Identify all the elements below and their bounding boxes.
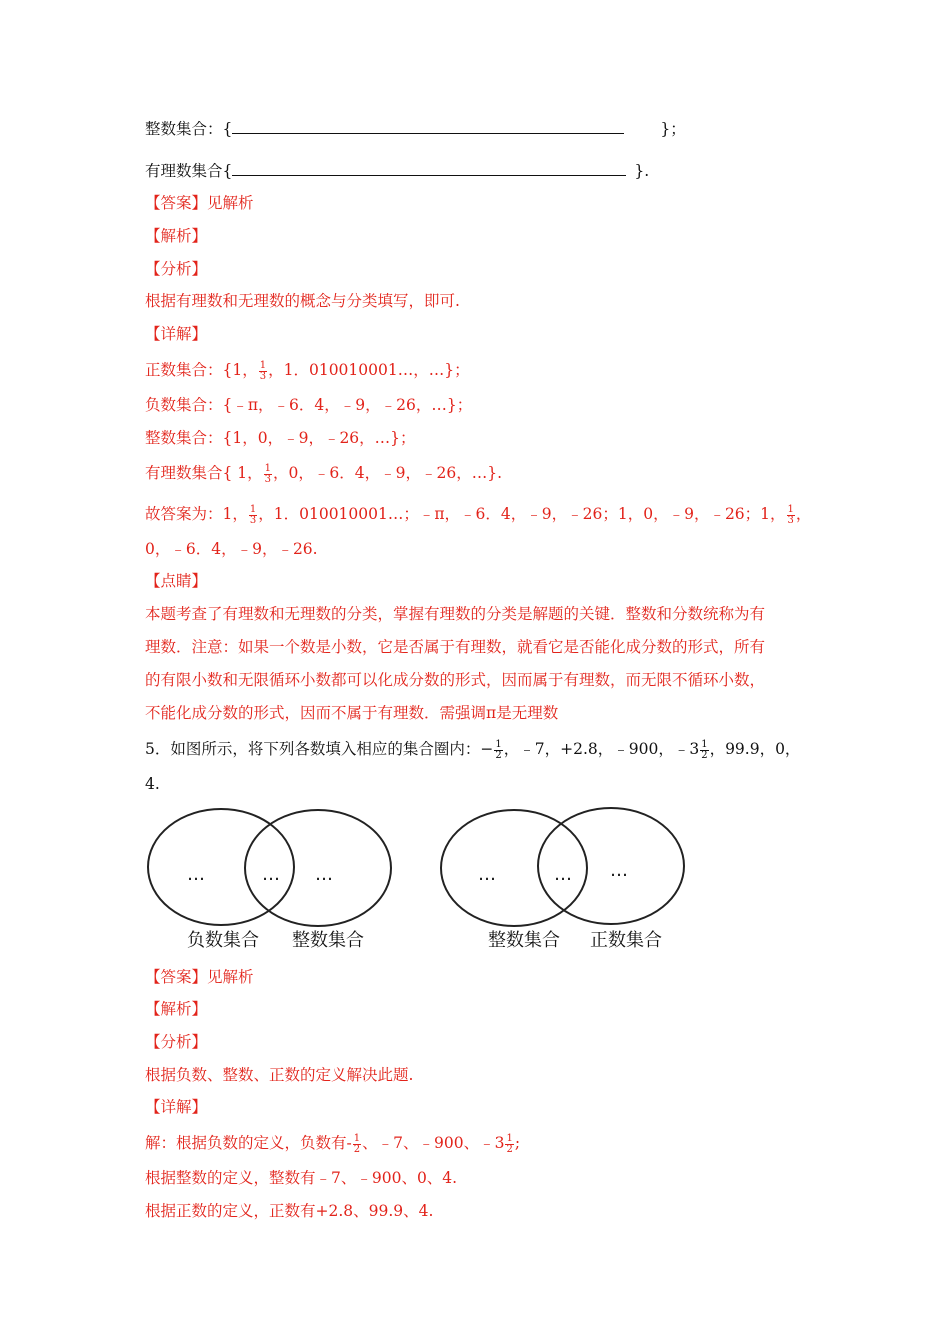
venn-label-integer: 整数集合: [488, 930, 560, 951]
answer-blank: [232, 161, 626, 176]
final-answer-line-2: 0，﹣6．4，﹣9，﹣26.: [145, 540, 318, 558]
fraction-one-third: [249, 505, 257, 526]
answer-heading-2: 【答案】见解析: [145, 968, 254, 986]
denominator: 3: [264, 473, 272, 485]
denominator: 3: [259, 370, 267, 382]
question-5-line-1: [145, 738, 800, 761]
fenxi-text-2: 根据负数、整数、正数的定义解决此题.: [145, 1066, 414, 1084]
solution-line-1: [145, 1132, 520, 1155]
numerator: 1: [264, 462, 272, 474]
answer-blank: [232, 119, 624, 134]
negative-set-line: 负数集合：{﹣π，﹣6．4，﹣9，﹣26，…}；: [145, 396, 473, 414]
numerator: 1: [701, 738, 708, 750]
text-segment: ，99.9，0，: [709, 740, 801, 758]
integer-set-answer: 整数集合：{1，0，﹣9，﹣26，…}；: [145, 429, 416, 447]
text-segment: 有理数集合{ 1，: [145, 464, 263, 482]
text-segment: ，﹣7，+2.8，﹣900，﹣3: [503, 740, 700, 758]
fraction-one-half: [353, 1134, 361, 1155]
analysis-heading: 【解析】: [145, 227, 208, 245]
numerator: 1: [259, 359, 267, 371]
fenxi-text: 根据有理数和无理数的概念与分类填写，即可.: [145, 292, 460, 310]
venn-dots: …: [554, 864, 572, 885]
text-segment: ;: [514, 1134, 521, 1152]
fraction-one-third: [264, 464, 272, 485]
text-segment: ，: [795, 505, 812, 523]
venn-diagrams: [0, 800, 950, 960]
comment-line-4: 不能化成分数的形式，因而不属于有理数．需强调π是无理数: [145, 704, 559, 722]
comment-line-2: 理数．注意：如果一个数是小数，它是否属于有理数，就看它是否能化成分数的形式，所有: [145, 638, 766, 656]
solution-line-2: 根据整数的定义，整数有﹣7、﹣900、0、4.: [145, 1169, 458, 1187]
text-segment: 、﹣7、﹣900、﹣3: [362, 1134, 505, 1152]
comment-line-3: 的有限小数和无限循环小数都可以化成分数的形式，因而属于有理数，而无限不循环小数，: [145, 671, 766, 689]
solution-line-3: 根据正数的定义，正数有+2.8、99.9、4.: [145, 1202, 434, 1220]
rational-set-line: [145, 160, 649, 182]
fraction-one-third: [259, 361, 267, 382]
rational-set-label: 有理数集合{: [145, 162, 233, 180]
numerator: 1: [249, 503, 257, 515]
venn-dots: …: [315, 864, 333, 885]
fenxi-heading: 【分析】: [145, 260, 208, 278]
set-close: }；: [660, 120, 686, 138]
comment-heading: 【点睛】: [145, 572, 208, 590]
denominator: 2: [506, 1143, 513, 1155]
fraction-one-half: [505, 1134, 513, 1155]
venn-dots: …: [187, 864, 205, 885]
text-segment: 故答案为：1，: [145, 505, 248, 523]
denominator: 2: [495, 749, 502, 761]
question-5-line-2: 4.: [145, 775, 160, 793]
fraction-one-half: [700, 740, 708, 761]
detail-heading-2: 【详解】: [145, 1098, 208, 1116]
numerator: 1: [506, 1132, 513, 1144]
denominator: 3: [249, 514, 257, 526]
numerator: 1: [495, 738, 502, 750]
integer-set-label: 整数集合：{: [145, 120, 233, 138]
denominator: 2: [353, 1143, 361, 1155]
rational-set-answer: [145, 462, 502, 485]
comment-line-1: 本题考查了有理数和无理数的分类，掌握有理数的分类是解题的关键．整数和分数统称为有: [145, 605, 766, 623]
venn-label-negative: 负数集合: [187, 930, 259, 951]
venn-dots: …: [610, 860, 628, 881]
analysis-heading-2: 【解析】: [145, 1000, 208, 1018]
set-close: }.: [634, 162, 650, 180]
answer-heading: 【答案】见解析: [145, 194, 254, 212]
fraction-one-half: [494, 740, 502, 761]
venn-dots: …: [262, 864, 280, 885]
detail-heading: 【详解】: [145, 325, 208, 343]
numerator: 1: [353, 1132, 361, 1144]
fenxi-heading-2: 【分析】: [145, 1033, 208, 1051]
text-segment: 正数集合：{1，: [145, 361, 258, 379]
final-answer-line-1: [145, 503, 811, 526]
denominator: 3: [787, 514, 794, 526]
text-segment: ，1．010010001…，…}；: [268, 361, 470, 379]
text-segment: ，0，﹣6．4，﹣9，﹣26，…}.: [273, 464, 502, 482]
venn-label-integer: 整数集合: [292, 930, 364, 951]
positive-set-line: [145, 359, 470, 382]
venn-dots: …: [478, 864, 496, 885]
integer-set-line: [145, 118, 686, 140]
denominator: 2: [701, 749, 708, 761]
fraction-one-third: [787, 505, 795, 526]
text-segment: 解：根据负数的定义，负数有-: [145, 1134, 352, 1152]
text-segment: 5．如图所示，将下列各数填入相应的集合圈内：−: [145, 740, 494, 758]
text-segment: ，1．010010001…；﹣π，﹣6．4，﹣9，﹣26；1，0，﹣9，﹣26；1，: [258, 505, 786, 523]
venn-label-positive: 正数集合: [590, 930, 662, 951]
numerator: 1: [787, 503, 794, 515]
